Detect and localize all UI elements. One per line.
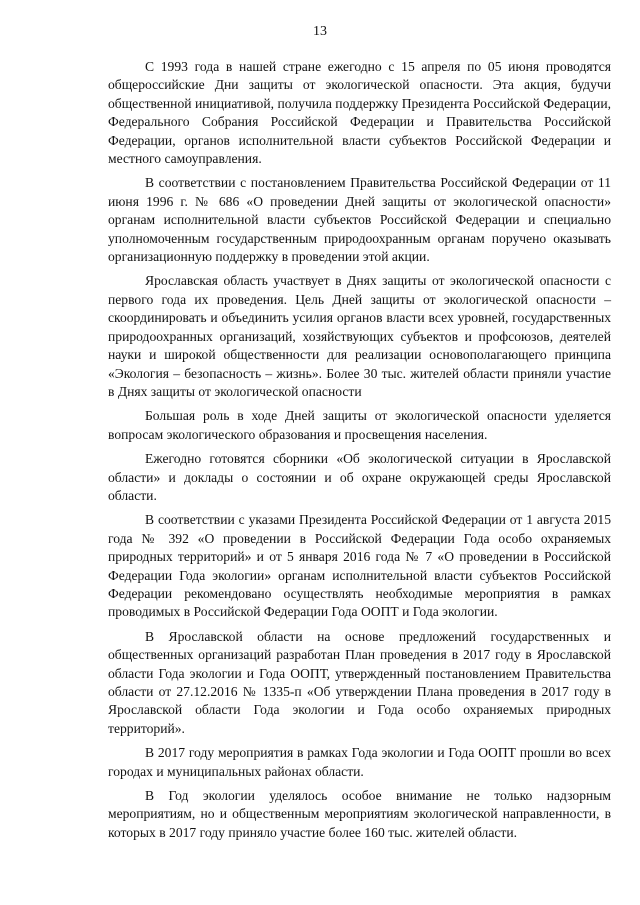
paragraph-presidential-decrees: В соответствии с указами Президента Российской Федерации от 1 августа 2015 года № 392 «О проведении в Российской Федерации Года особо охраняемых природных территорий» и от 5 января 2016 года № 7 «О проведении в Российской Федерации Года экологии» органам исполнительной власти субъектов Российской Федерации рекомендовано осуществлять необходимые мероприятия в рамках проводимых в Российской Федерации Года ООПТ и Года экологии. <box>108 512 611 620</box>
paragraph-public-participation: В Год экологии уделялось особое внимание не только надзорным мероприятиям, но и общественным мероприятиям экологической направленности, в которых в 2017 году приняло участие более 160 тыс. жителей области. <box>108 788 611 840</box>
paragraph-government-resolution: В соответствии с постановлением Правительства Российской Федерации от 11 июня 1996 г. № 686 «О проведении Дней защиты от экологической опасности» органам исполнительной власти субъектов Российской Федерации и специально уполномоченным государственным природоохранным органам поручено оказывать организационную поддержку в проведении этой акции. <box>108 175 611 265</box>
document-body <box>108 58 611 848</box>
paragraph-ecological-education: Большая роль в ходе Дней защиты от экологической опасности уделяется вопросам экологического образования и просвещения населения. <box>108 408 611 442</box>
page-number: 13 <box>313 24 327 39</box>
paragraph-regional-plan: В Ярославской области на основе предложений государственных и общественных организаций разработан План проведения в 2017 году в Ярославской области Года экологии и Года ООПТ, утвержденный постановлением Правительства области от 27.12.2016 № 1335-п «Об утверждении Плана проведения в 2017 году в Ярославской области Года экологии и Года особо охраняемых природных территорий». <box>108 628 611 736</box>
paragraph-yaroslavl-participation: Ярославская область участвует в Днях защиты от экологической опасности с первого года их проведения. Цель Дней защиты от экологической опасности – скоординировать и объединить усилия органов власти всех уровней, государственных природоохранных организаций, хозяйствующих субъектов и профсоюзов, деятелей науки и широкой общественности для реализации основополагающего принципа «Экология – безопасность – жизнь». Более 30 тыс. жителей области приняли участие в Днях защиты от экологической опасности <box>108 273 611 399</box>
paragraph-ecological-safety-days: С 1993 года в нашей стране ежегодно с 15 апреля по 05 июня проводятся общероссийские Дни защиты от экологической опасности. Эта акция, будучи общественной инициативой, получила поддержку Президента Российской Федерации, Федерального Собрания Российской Федерации и Правительства Российской Федерации, органов исполнительной власти субъектов Российской Федерации и местного самоуправления. <box>108 59 611 167</box>
paragraph-events-2017: В 2017 году мероприятия в рамках Года экологии и Года ООПТ прошли во всех городах и муниципальных районах области. <box>108 745 611 779</box>
paragraph-annual-reports: Ежегодно готовятся сборники «Об экологической ситуации в Ярославской области» и доклады о состоянии и об охране окружающей среды Ярославской области. <box>108 451 611 503</box>
